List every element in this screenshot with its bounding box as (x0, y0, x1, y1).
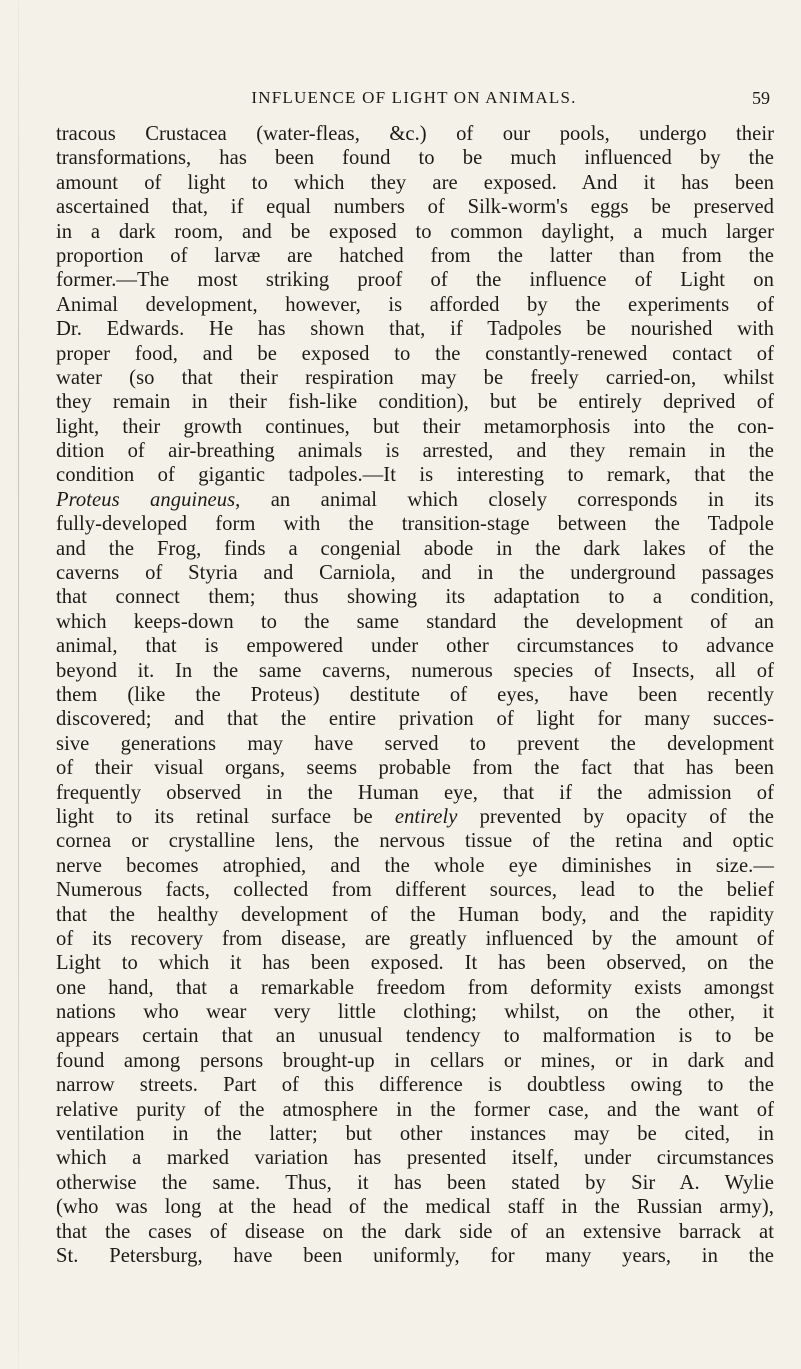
gutter-shadow (18, 0, 19, 1369)
text-line: relative purity of the atmosphere in the former case, and the want of (56, 1098, 774, 1121)
text-line: they remain in their fish-like condition), but be entirely deprived of (56, 391, 774, 414)
text-line: amount of light to which they are exposed. And it has been (56, 171, 774, 194)
text-line: appears certain that an unusual tendency to malformation is to be (56, 1025, 774, 1048)
text-line: proper food, and be exposed to the constantly-renewed contact of (56, 342, 774, 365)
italic-term: entirely (394, 805, 458, 828)
text-line: ventilation in the latter; but other instances may be cited, in (56, 1123, 774, 1146)
text-line: water (so that their respiration may be freely carried-on, whilst (56, 366, 774, 389)
text-line: caverns of Styria and Carniola, and in the underground passages (56, 562, 774, 585)
text-line: animal, that is empowered under other circumstances to advance (56, 635, 774, 658)
text-line: Animal development, however, is afforded by the experiments of (56, 293, 774, 316)
text-line: light to its retinal surface be entirely prevented by opacity of the (56, 805, 774, 828)
text-line: tracous Crustacea (water-fleas, &c.) of our pools, undergo their (56, 123, 774, 145)
text-line: ascertained that, if equal numbers of Silk-worm's eggs be preserved (56, 196, 774, 219)
text-line: and the Frog, finds a congenial abode in the dark lakes of the (56, 537, 774, 560)
text-line: fully-developed form with the transition-stage between the Tadpole (56, 513, 774, 536)
text-line: which keeps-down to the same standard the development of an (56, 610, 774, 633)
text-line: that the cases of disease on the dark side of an extensive barrack at (56, 1220, 774, 1243)
text-line: proportion of larvæ are hatched from the latter than from the (56, 244, 774, 267)
running-head-title: INFLUENCE OF LIGHT ON ANIMALS. (251, 88, 577, 107)
text-line: beyond it. In the same caverns, numerous species of Insects, all of (56, 659, 774, 682)
text-line: otherwise the same. Thus, it has been stated by Sir A. Wylie (56, 1171, 774, 1194)
text-line: dition of air-breathing animals is arrested, and they remain in the (56, 440, 774, 463)
text-line: that connect them; thus showing its adaptation to a condition, (56, 586, 774, 609)
text-line: of their visual organs, seems probable from the fact that has been (56, 757, 774, 780)
text-line: in a dark room, and be exposed to common daylight, a much larger (56, 220, 774, 243)
body-text (56, 122, 774, 1268)
text-line: narrow streets. Part of this difference is doubtless owing to the (56, 1074, 774, 1097)
text-line: one hand, that a remarkable freedom from deformity exists amongst (56, 976, 774, 999)
running-head (58, 86, 770, 110)
text-line: nations who wear very little clothing; whilst, on the other, it (56, 1001, 774, 1024)
text-line: Dr. Edwards. He has shown that, if Tadpoles be nourished with (56, 318, 774, 341)
text-line: of its recovery from disease, are greatly influenced by the amount of (56, 927, 774, 950)
text-line: nerve becomes atrophied, and the whole eye diminishes in size.— (56, 854, 774, 877)
page-number: 59 (752, 88, 770, 108)
text-line: (who was long at the head of the medical staff in the Russian army), (56, 1196, 774, 1219)
text-line: condition of gigantic tadpoles.—It is interesting to remark, that the (56, 464, 774, 487)
text-line: former.—The most striking proof of the influence of Light on (56, 269, 774, 292)
text-line: discovered; and that the entire privation of light for many succes- (56, 708, 774, 731)
text-line: Proteus anguineus, an animal which closely corresponds in its (56, 488, 774, 511)
text-line: frequently observed in the Human eye, that if the admission of (56, 781, 774, 804)
text-line: sive generations may have served to prevent the development (56, 732, 774, 755)
text-line: that the healthy development of the Human body, and the rapidity (56, 903, 774, 926)
text-line: St. Petersburg, have been uniformly, for many years, in the (56, 1244, 774, 1267)
italic-term: Proteus anguineus (56, 488, 236, 511)
text-line: Numerous facts, collected from different sources, lead to the belief (56, 879, 774, 902)
text-line: which a marked variation has presented itself, under circumstances (56, 1147, 774, 1170)
text-line: Light to which it has been exposed. It has been observed, on the (56, 952, 774, 975)
text-line: them (like the Proteus) destitute of eyes, have been recently (56, 683, 774, 706)
text-line: cornea or crystalline lens, the nervous tissue of the retina and optic (56, 830, 774, 853)
text-line: found among persons brought-up in cellars or mines, or in dark and (56, 1049, 774, 1072)
text-line: light, their growth continues, but their metamorphosis into the con- (56, 415, 774, 438)
text-line: transformations, has been found to be much influenced by the (56, 147, 774, 170)
